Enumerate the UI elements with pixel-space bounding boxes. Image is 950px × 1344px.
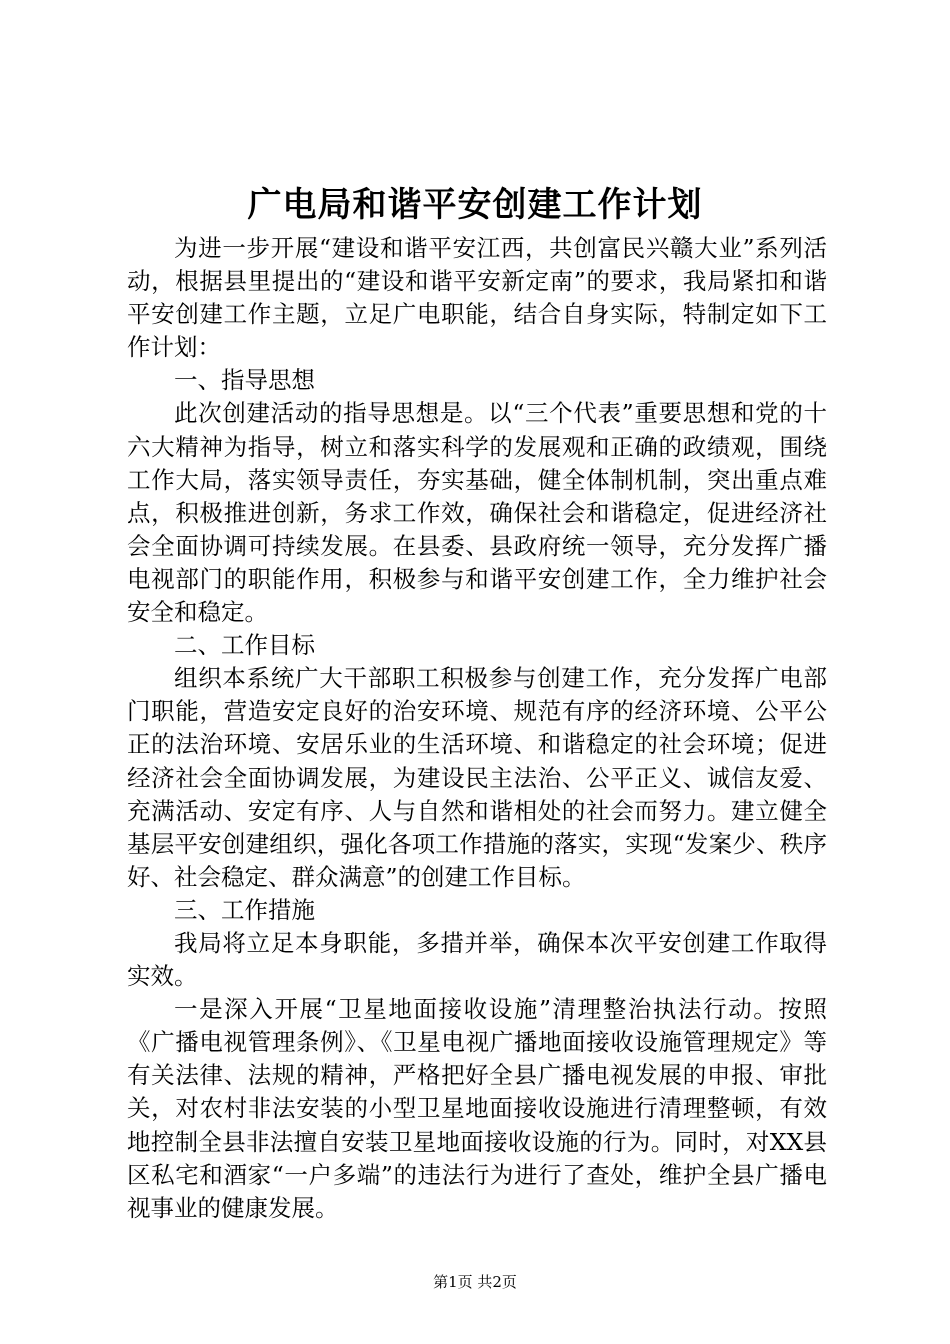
guiding-thought-paragraph: 此次创建活动的指导思想是。以“三个代表”重要思想和党的十六大精神为指导，树立和落实科学的发展观和正确的政绩观，围绕工作大局，落实领导责任，夯实基础，健全体制机制，突出重点难点，积极推进创新，务求工作效，确保社会和谐稳定，促进经济社会全面协调可持续发展。在县委、县政府统一领导，充分发挥广播电视部门的职能作用，积极参与和谐平安创建工作，全力维护社会安全和稳定。 <box>127 399 827 627</box>
document-title: 广电局和谐平安创建工作计划 <box>247 185 703 225</box>
page-footer: 第1页 共2页 <box>433 1273 517 1291</box>
document-body <box>127 232 827 1225</box>
section-heading-work-goals: 二、工作目标 <box>174 631 315 660</box>
section-heading-guiding-thought: 一、指导思想 <box>174 366 315 395</box>
section-heading-work-measures: 三、工作措施 <box>174 895 315 924</box>
work-goals-paragraph: 组织本系统广大干部职工积极参与创建工作，充分发挥广电部门职能，营造安定良好的治安环境、规范有序的经济环境、公平公正的法治环境、安居乐业的生活环境、和谐稳定的社会环境；促进经济社会全面协调发展，为建设民主法治、公平正义、诚信友爱、充满活动、安定有序、人与自然和谐相处的社会而努力。建立健全基层平安创建组织，强化各项工作措施的落实，实现“发案少、秩序好、社会稳定、群众满意”的创建工作目标。 <box>127 664 827 891</box>
intro-paragraph: 为进一步开展“建设和谐平安江西，共创富民兴赣大业”系列活动，根据县里提出的“建设和谐平安新定南”的要求，我局紧扣和谐平安创建工作主题，立足广电职能，结合自身实际，特制定如下工作计划： <box>127 234 827 362</box>
work-measures-intro-paragraph: 我局将立足本身职能，多措并举，确保本次平安创建工作取得实效。 <box>127 928 827 991</box>
measure-one-paragraph: 一是深入开展“卫星地面接收设施”清理整治执法行动。按照《广播电视管理条例》、《卫星电视广播地面接收设施管理规定》等有关法律、法规的精神，严格把好全县广播电视发展的申报、审批关，对农村非法安装的小型卫星地面接收设施进行清理整顿，有效地控制全县非法擅自安装卫星地面接收设施的行为。同时，对XX县区私宅和酒家“一户多端”的违法行为进行了查处，维护全县广播电视事业的健康发展。 <box>127 995 827 1222</box>
